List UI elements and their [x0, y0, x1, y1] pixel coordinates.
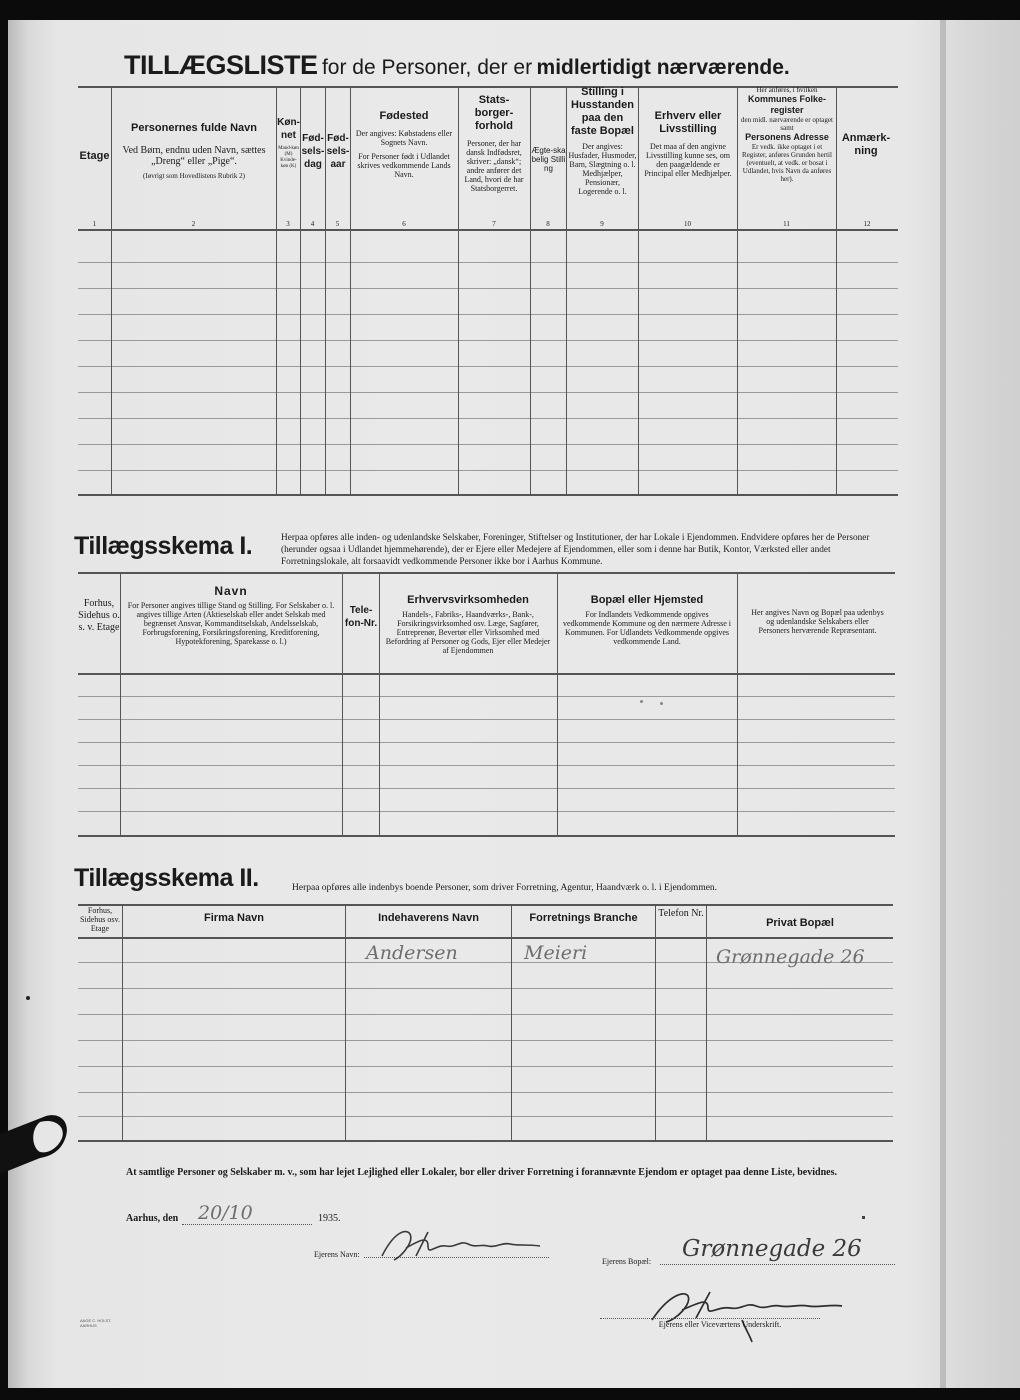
entry-private-address: Grønnegade 26: [716, 946, 865, 968]
dot-mark: [862, 1216, 865, 1219]
liste-colnum-11: 11: [783, 220, 790, 228]
skema1-col-bopael: Bopæl eller Hjemsted For Indlandets Vedkommende opgives vedkommende Kommune og den nærmere Adresse i Kommunen. For Udlandets Vedkommende opgives vedkommende Land.: [563, 594, 731, 646]
liste-col-fodselsaar: Fød-sels-aar: [326, 133, 350, 170]
skema1-col-erhverv: Erhvervsvirksomheden Handels-, Fabriks-, Haandværks-, Bank-, Forsikringsvirksomhed osv. Læge, Sagfører, Entreprenør, Bevertør eller Virksomhed med Befordring af Personer og Gods, Ejer eller Medejer af Ejendommen: [385, 594, 551, 655]
declaration-text: At samtlige Personer og Selskaber m. v., som har lejet Lejlighed eller Lokaler, bor eller driver Forretning i forannævnte Ejendom er optaget paa denne Liste, bevidnes.: [126, 1167, 837, 1178]
owner-name-label: Ejerens Navn:: [314, 1250, 360, 1259]
owner-address-line: [660, 1264, 895, 1265]
skema2-intro: Herpaa opføres alle indenbys boende Personer, som driver Forretning, Agentur, Haandværk o. l. i Ejendommen.: [292, 883, 718, 893]
skema2-col-privat-bopael: Privat Bopæl: [766, 917, 834, 929]
liste-colnum-7: 7: [492, 220, 496, 228]
entry-owner-name: Andersen: [366, 942, 458, 964]
liste-col-aegteskabelig: Ægte-skabelig Stilling: [531, 146, 566, 173]
page-fold: [940, 20, 946, 1388]
liste-col-statsborger: Stats-borger-forhold Personer, der har dansk Indfødsret, skriver: „dansk“; andre anfører det Land, hvori de har Statsborgerret.: [464, 94, 524, 193]
liste-colnum-12: 12: [863, 220, 871, 228]
speck: [660, 702, 663, 705]
liste-colnum-6: 6: [402, 220, 406, 228]
place-label: Aarhus, den: [126, 1213, 179, 1224]
liste-colnum-9: 9: [600, 220, 604, 228]
liste-title-rest: for de Personer, der er: [321, 56, 533, 79]
owner-signature: [646, 1286, 846, 1346]
skema2-col-branche: Forretnings Branche: [529, 912, 638, 924]
skema1-col-navn: Navn For Personer angives tillige Stand og Stilling. For Selskaber o. l. angives tillige Arten (Aktieselskab eller andet Selskab med begrænset Ansvar, Kommanditselskab, Andelsselskab, Forbrugsforening, Forsikringsforening, Kreditforening, Hypotekforening, Sparekasse o. l.): [127, 584, 335, 646]
skema1-col-repraesentant: Her angives Navn og Bopæl paa udenbys og udenlandske Selskabers eller Personers herværende Repræsentant.: [751, 608, 884, 635]
liste-colnum-1: 1: [92, 220, 97, 228]
liste-col-etage: Etage: [79, 150, 110, 162]
binder-clip: [0, 1108, 72, 1178]
year-label: 1935.: [318, 1213, 341, 1224]
owner-address-label: Ejerens Bopæl:: [602, 1257, 652, 1266]
liste-title-bold: TILLÆGSLISTE: [124, 50, 318, 80]
liste-colnum-2: 2: [191, 220, 196, 228]
liste-col-folkeregister: Her anføres, i hvilken Kommunes Folke-register den midl. nærværende er optaget samt Personens Adresse Er vedk. ikke optaget i et Register, anføres Grunden hertil (eventuelt, at vedk. er bosat i Udlandet, hvis Navn da anføres her).: [741, 86, 833, 183]
printer-imprint: AAGE C. HOLST, AARHUS: [80, 1318, 112, 1328]
skema1-col-etage: Forhus, Sidehus o. s. v. Etage: [78, 598, 120, 633]
liste-col-fodselsdag: Fød-sels-dag: [301, 133, 325, 170]
date-handwritten: 20/10: [198, 1202, 253, 1224]
skema2-col-telefon: Telefon Nr.: [658, 908, 704, 919]
signature-line: [600, 1318, 820, 1319]
owner-address-handwritten: Grønnegade 26: [682, 1236, 862, 1262]
liste-col-erhverv: Erhverv eller Livsstilling Det maa af den angivne Livsstilling kunne ses, om den paagældende er Principal eller Medhjælper.: [644, 110, 732, 178]
liste-colnum-8: 8: [546, 220, 550, 228]
liste-colnum-3: 3: [286, 220, 290, 228]
skema1-col-telefon: Tele-fon-Nr.: [344, 605, 378, 629]
date-line: [182, 1224, 312, 1225]
signature-label: Ejerens eller Viceværtens Underskrift.: [658, 1320, 782, 1329]
liste-colnum-4: 4: [310, 220, 315, 228]
liste-col-navn: Personernes fulde Navn Ved Børn, endnu uden Navn, sættes „Dreng“ eller „Pige“. (Iøvrigt som Hovedlistens Rubrik 2): [122, 122, 266, 180]
liste-title-bold2: midlertidigt nærværende.: [536, 56, 790, 79]
speck: [26, 996, 30, 1000]
liste-colnum-5: 5: [335, 220, 340, 228]
liste-col-stilling: Stilling i Husstanden paa den faste Bopæl Der angives: Husfader, Husmoder, Barn, Slægtning o. l. Medhjælper, Pensionær, Logerende o. l.: [568, 86, 637, 196]
liste-colnum-10: 10: [684, 220, 691, 228]
skema2-col-indehaver: Indehaverens Navn: [378, 912, 479, 924]
speck: [640, 700, 643, 703]
liste-col-anmaerkning: Anmærk-ning: [841, 132, 891, 157]
owner-name-signature: [376, 1226, 546, 1266]
entry-branch: Meieri: [524, 942, 588, 964]
skema2-col-etage: Forhus, Sidehus osv. Etage: [80, 906, 120, 933]
skema2-col-firma: Firma Navn: [204, 912, 264, 924]
liste-col-konnet: Køn-net Mand-køn (M) Kvinde-køn (K): [277, 117, 300, 169]
skema2-title: Tillægsskema II.: [74, 864, 259, 892]
skema1-intro: Herpaa opføres alle inden- og udenlandske Selskaber, Foreninger, Stiftelser og Institutioner, der har Lokale i Ejendommen. Endvidere opføres her de Personer (herunder ogsaa i Udlandet hjemmehørende), der er Ejere eller Medejere af Ejendommen, eller som i denne har Butik, Kontor, Værksted eller andet Forretningslokale, alt forsaavidt vedkommende Personer ikke bor i Aarhus Kommune.: [281, 533, 870, 567]
liste-title: [124, 50, 884, 84]
skema1-title: Tillægsskema I.: [74, 532, 253, 560]
liste-col-fodested: Fødested Der angives: Købstadens eller Sognets Navn. For Personer født i Udlandet skrives vedkommende Lands Navn.: [355, 110, 453, 179]
